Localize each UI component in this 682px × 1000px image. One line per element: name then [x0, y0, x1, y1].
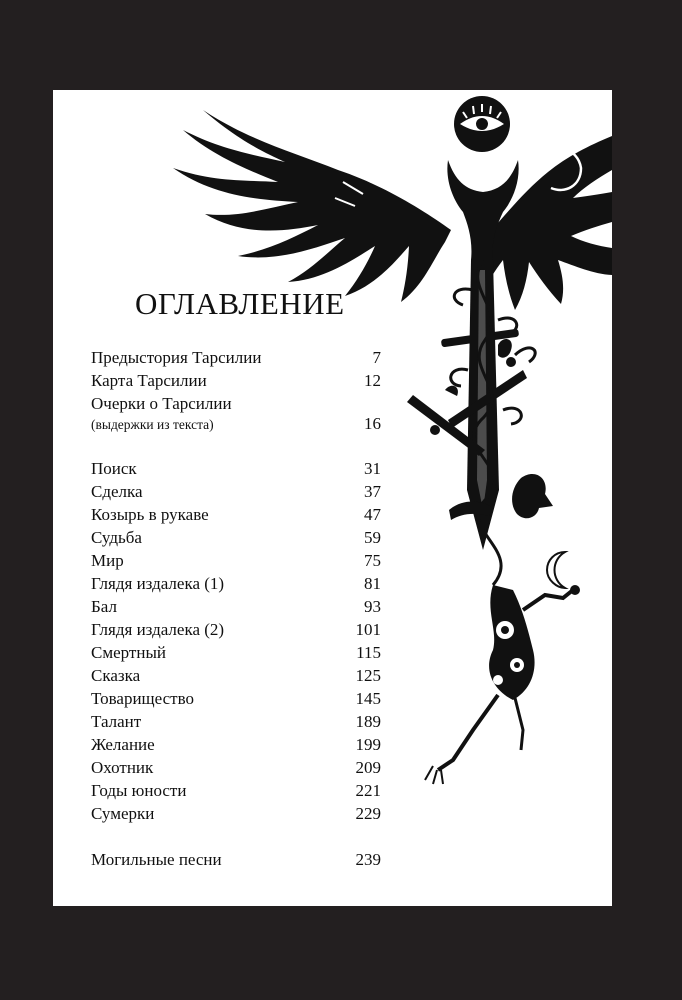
toc-entry-label: Глядя издалека (1)	[91, 574, 225, 593]
toc-entry	[91, 802, 381, 825]
toc-entry	[91, 710, 381, 733]
toc-entry	[91, 392, 381, 415]
toc-entry-label: Смертный	[91, 643, 166, 662]
toc-entry	[91, 346, 381, 369]
toc-entry	[91, 664, 381, 687]
page-title: ОГЛАВЛЕНИЕ	[135, 286, 345, 321]
toc-entry-label: Поиск	[91, 459, 137, 478]
toc-entry-page: 37	[364, 482, 381, 501]
toc-entry	[91, 457, 381, 480]
toc-entry	[91, 641, 381, 664]
toc-entry-label: (выдержки из текста)	[91, 417, 214, 432]
toc-entry-page: 209	[355, 758, 381, 777]
toc-entry-label: Талант	[91, 712, 142, 731]
toc-entry-page: 7	[372, 348, 381, 367]
toc-entry	[91, 779, 381, 802]
toc-entry-page: 145	[355, 689, 381, 708]
toc-entry-label: Очерки о Тарсилии	[91, 394, 232, 413]
toc-entry-label: Мир	[91, 551, 124, 570]
toc-entry-label: Бал	[91, 597, 117, 616]
toc-entry-label: Годы юности	[91, 781, 187, 800]
toc-entry-subtitle	[91, 414, 381, 434]
toc-entry	[91, 756, 381, 779]
section-gap	[91, 825, 381, 848]
toc-entry-page: 189	[355, 712, 381, 731]
toc-entry-page: 115	[356, 643, 381, 662]
toc-entry-label: Сумерки	[91, 804, 155, 823]
toc-entry-label: Сделка	[91, 482, 143, 501]
toc-entry-label: Желание	[91, 735, 155, 754]
toc-entry-page: 47	[364, 505, 381, 524]
toc-entry-page: 229	[355, 804, 381, 823]
toc-entry-page: 12	[364, 371, 381, 390]
toc-entry-page: 199	[355, 735, 381, 754]
toc-entry-page: 59	[364, 528, 381, 547]
crescent-moon-icon	[547, 552, 565, 588]
right-wing-icon	[481, 136, 612, 310]
toc-entry	[91, 549, 381, 572]
toc-entry	[91, 572, 381, 595]
toc-entry-page: 31	[364, 459, 381, 478]
toc-entry-page: 75	[364, 551, 381, 570]
left-wing-icon	[173, 110, 451, 302]
toc-entry-page: 101	[355, 620, 381, 639]
toc-entry	[91, 526, 381, 549]
toc-entry-label: Глядя издалека (2)	[91, 620, 225, 639]
toc-entry	[91, 848, 381, 871]
toc-entry	[91, 369, 381, 392]
toc-entry-page: 93	[364, 597, 381, 616]
toc-entry	[91, 733, 381, 756]
table-of-contents	[91, 346, 381, 871]
toc-entry-label: Козырь в рукаве	[91, 505, 209, 524]
eye-emblem-icon	[454, 96, 510, 152]
toc-entry-label: Карта Тарсилии	[91, 371, 207, 390]
toc-entry-label: Сказка	[91, 666, 141, 685]
toc-entry-page: 221	[355, 781, 381, 800]
toc-entry-page: 239	[355, 850, 381, 869]
toc-entry-label: Могильные песни	[91, 850, 222, 869]
toc-entry	[91, 503, 381, 526]
toc-entry	[91, 595, 381, 618]
toc-entry-label: Предыстория Тарсилии	[91, 348, 262, 367]
book-page	[53, 90, 612, 906]
toc-entry	[91, 687, 381, 710]
toc-entry-page: 16	[364, 414, 381, 433]
toc-entry-label: Товарищество	[91, 689, 194, 708]
toc-entry-page: 125	[355, 666, 381, 685]
toc-entry	[91, 480, 381, 503]
skeleton-figure-icon	[425, 585, 580, 784]
toc-entry-page: 81	[364, 574, 381, 593]
toc-entry-label: Охотник	[91, 758, 154, 777]
section-gap	[91, 434, 381, 457]
toc-entry	[91, 618, 381, 641]
toc-entry-label: Судьба	[91, 528, 142, 547]
